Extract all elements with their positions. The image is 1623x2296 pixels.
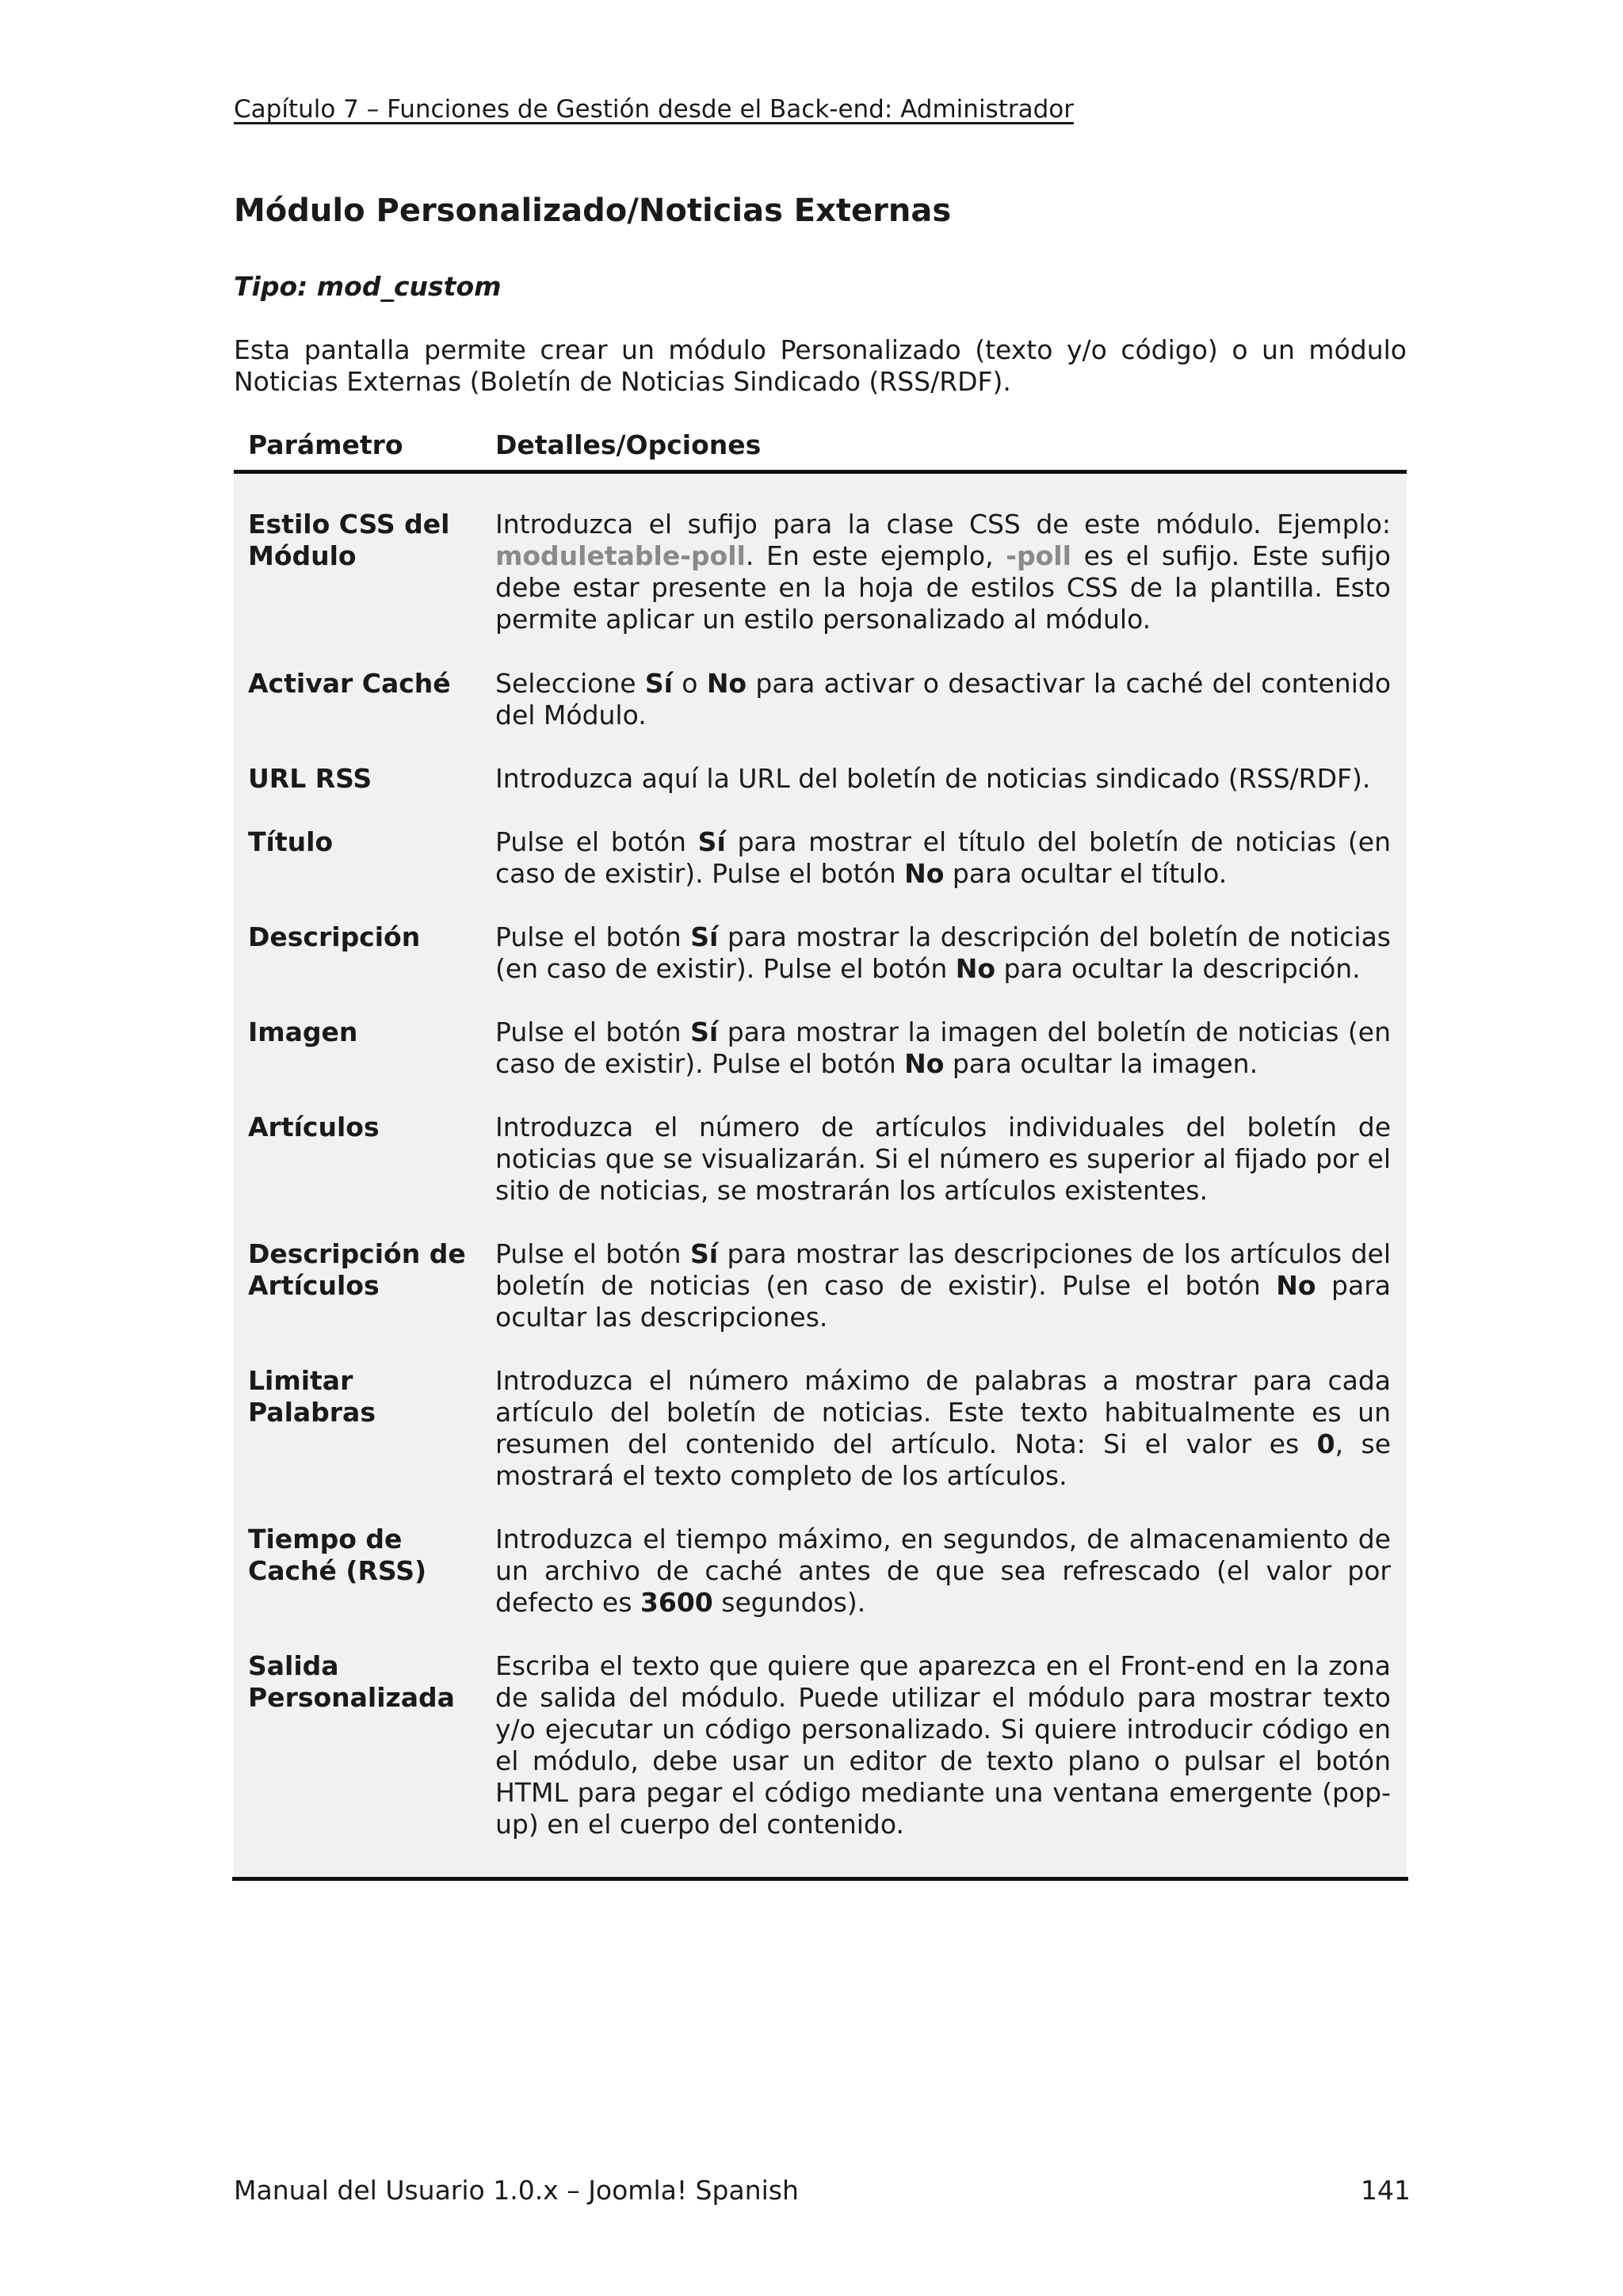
param-description: Pulse el botón Sí para mostrar el título del boletín de noticias (en caso de existir). Pulse el botón No para ocultar el título.	[495, 826, 1391, 889]
param-name: Estilo CSS del Módulo	[248, 509, 450, 571]
param-name: Activar Caché	[248, 668, 451, 699]
param-description: Introduzca el tiempo máximo, en segundos, de almacenamiento de un archivo de caché antes de que sea refrescado (el valor por defecto es 3600 segundos).	[495, 1524, 1391, 1618]
param-name: Imagen	[248, 1016, 358, 1047]
param-name: Tiempo de Caché (RSS)	[248, 1524, 427, 1586]
section-title: Módulo Personalizado/Noticias Externas	[234, 193, 952, 229]
table-body	[234, 474, 1407, 1877]
param-name: Descripción de Artículos	[248, 1238, 466, 1301]
param-name: Título	[248, 826, 334, 857]
column-header-parameter: Parámetro	[248, 429, 403, 460]
param-description: Introduzca el sufijo para la clase CSS de este módulo. Ejemplo: moduletable-poll. En este ejemplo, -poll es el sufijo. Este sufijo debe estar presente en la hoja de estilos CSS de la plantilla. Esto permite aplicar un estilo personalizado al módulo.	[495, 509, 1392, 635]
param-description: Pulse el botón Sí para mostrar la imagen del boletín de noticias (en caso de existir). Pulse el botón No para ocultar la imagen.	[495, 1016, 1391, 1079]
param-description: Escriba el texto que quiere que aparezca en el Front-end en la zona de salida del módulo. Puede utilizar el módulo para mostrar texto y/o ejecutar un código personalizado. Si quiere introducir código en el módulo, debe usar un editor de texto plano o pulsar el botón HTML para pegar el código mediante una ventana emergente (pop-up) en el cuerpo del contenido.	[495, 1650, 1391, 1840]
param-description: Introduzca el número máximo de palabras a mostrar para cada artículo del boletín de noticias. Este texto habitualmente es un resumen del contenido del artículo. Nota: Si el valor es 0, se mostrará el texto completo de los artículos.	[495, 1365, 1391, 1491]
module-type: Tipo: mod_custom	[234, 271, 502, 302]
table-bottom-rule	[232, 1877, 1408, 1881]
column-header-details: Detalles/Opciones	[495, 429, 762, 460]
param-description: Pulse el botón Sí para mostrar las descripciones de los artículos del boletín de noticias (en caso de existir). Pulse el botón No para ocultar las descripciones.	[495, 1238, 1392, 1333]
param-description: Seleccione Sí o No para activar o desactivar la caché del contenido del Módulo.	[495, 668, 1392, 730]
chapter-header: Capítulo 7 – Funciones de Gestión desde el Back-end: Administrador	[234, 95, 1074, 124]
intro-paragraph: Esta pantalla permite crear un módulo Personalizado (texto y/o código) o un módulo Noticias Externas (Boletín de Noticias Sindicado (RSS/RDF).	[234, 334, 1407, 397]
param-description: Introduzca aquí la URL del boletín de noticias sindicado (RSS/RDF).	[495, 763, 1371, 794]
page-number: 141	[1361, 2175, 1411, 2206]
param-name: Salida Personalizada	[248, 1650, 455, 1713]
param-name: Limitar Palabras	[248, 1365, 376, 1428]
param-name: Artículos	[248, 1112, 380, 1142]
footer-title: Manual del Usuario 1.0.x – Joomla! Spanish	[234, 2175, 799, 2206]
param-name: URL RSS	[248, 763, 372, 794]
param-name: Descripción	[248, 921, 421, 952]
param-description: Pulse el botón Sí para mostrar la descripción del boletín de noticias (en caso de existir). Pulse el botón No para ocultar la descripción.	[495, 921, 1391, 984]
param-description: Introduzca el número de artículos individuales del boletín de noticias que se visualizarán. Si el número es superior al fijado por el sitio de noticias, se mostrarán los artículos existentes.	[495, 1112, 1391, 1206]
